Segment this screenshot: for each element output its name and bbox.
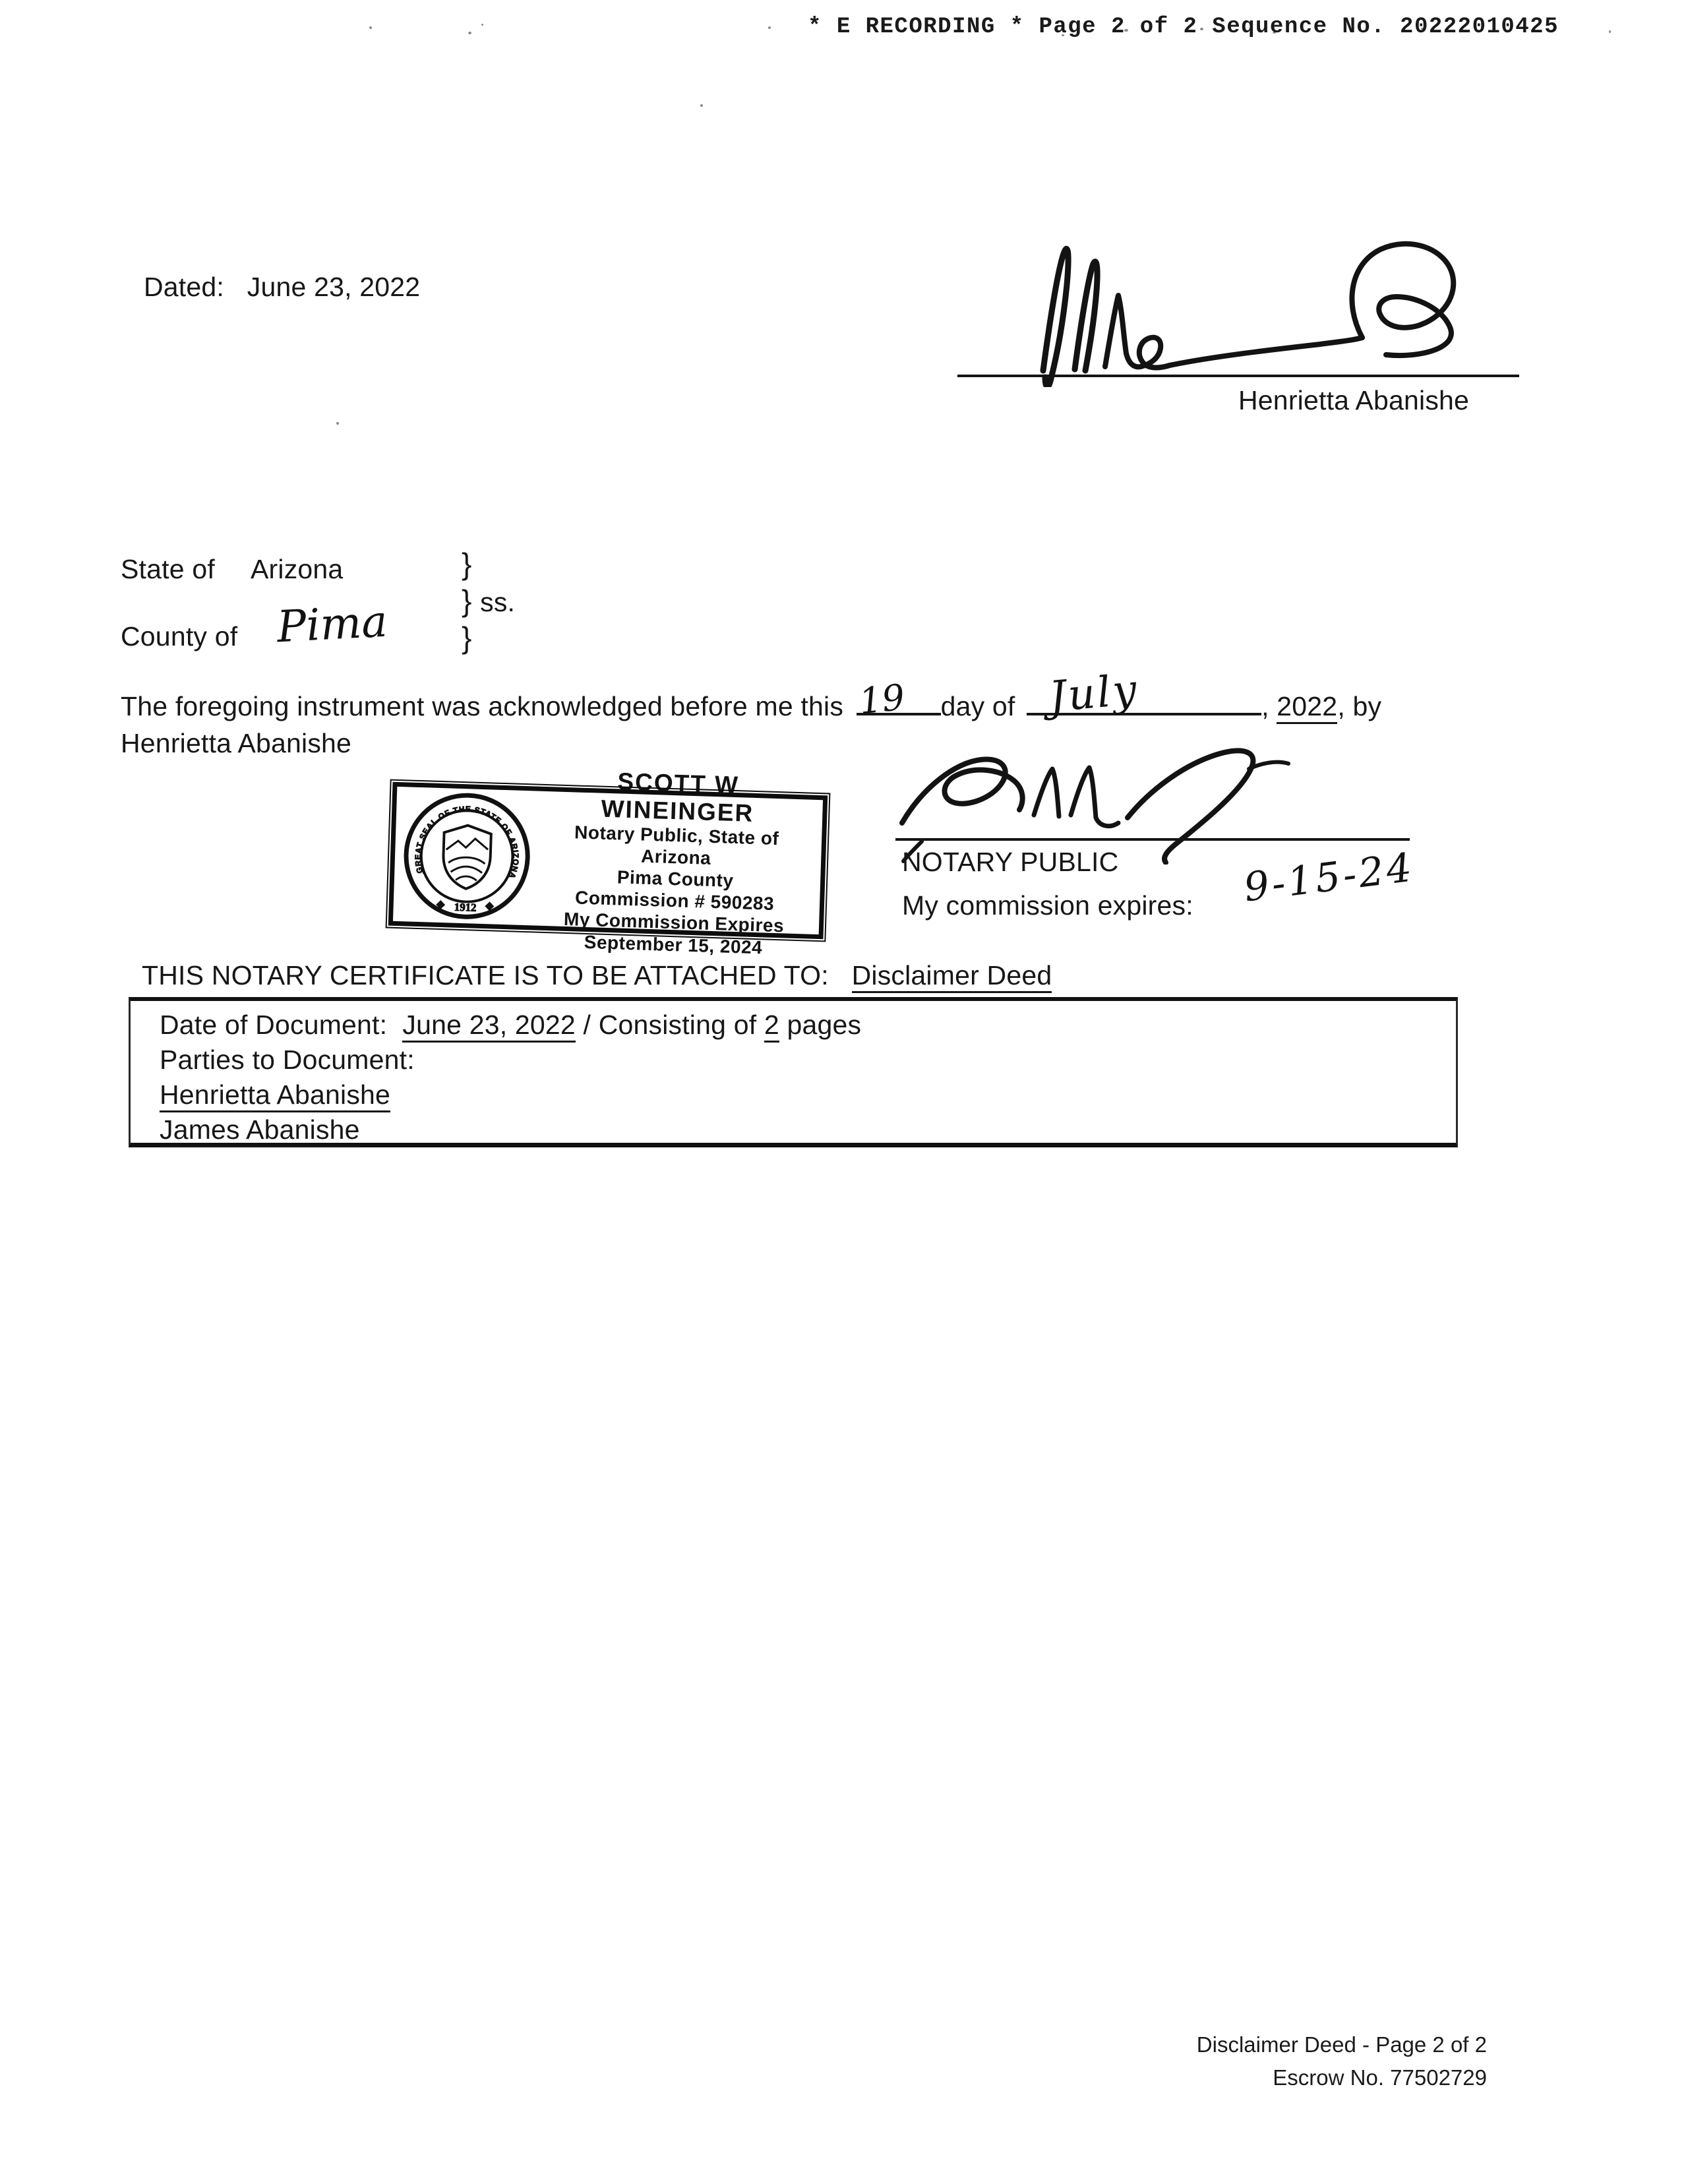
acknowledged-person-name: Henrietta Abanishe	[121, 728, 352, 758]
notary-stamp-name: SCOTT W WINEINGER	[600, 768, 754, 827]
pages-count: 2	[764, 1010, 779, 1043]
seal-ring-text: GREAT SEAL OF THE STATE OF ARIZONA	[413, 804, 521, 880]
e-recording-header: * E RECORDING * Page 2 of 2 Sequence No. 20222010425	[808, 15, 1559, 40]
notary-stamp-commission: Commission # 590283	[574, 887, 775, 915]
document-date-label: Date of Document:	[160, 1010, 388, 1040]
scan-noise-speck	[481, 24, 483, 26]
consisting-prefix: / Consisting of	[583, 1010, 757, 1040]
notary-stamp-expires-label: My Commission Expires	[563, 909, 785, 936]
venue-brace-bottom: }	[462, 621, 472, 655]
attached-to-value: Disclaimer Deed	[852, 960, 1052, 993]
party-row	[160, 1077, 1456, 1112]
certificate-heading: THIS NOTARY CERTIFICATE IS TO BE ATTACHED TO:	[142, 960, 829, 990]
year-comma: ,	[1261, 691, 1269, 721]
scan-noise-speck	[369, 26, 372, 29]
notary-stamp-text	[535, 766, 818, 959]
acknowledgment-line	[121, 665, 1382, 723]
scan-noise-speck	[468, 32, 471, 34]
svg-text:GREAT SEAL OF THE STATE OF ARI	[413, 803, 522, 880]
commission-expires-label: My commission expires:	[902, 890, 1193, 921]
state-label: State of	[121, 554, 215, 584]
pages-suffix: pages	[787, 1010, 862, 1040]
arizona-state-seal	[400, 788, 534, 924]
document-date-value: June 23, 2022	[402, 1010, 576, 1043]
page-footer	[1197, 2028, 1487, 2094]
notary-stamp-title: Notary Public, State of Arizona	[574, 822, 779, 869]
day-blank-line	[857, 676, 941, 723]
ss-label: ss.	[480, 587, 516, 617]
document-date-row	[160, 1008, 1456, 1043]
notary-stamp	[388, 768, 828, 957]
day-of-label: day of	[940, 691, 1015, 721]
venue-brace-middle: } ss.	[462, 584, 516, 618]
party-name: Henrietta Abanishe	[160, 1079, 390, 1112]
county-label: County of	[121, 621, 238, 652]
grantor-signature-line	[957, 375, 1519, 377]
month-blank-line	[1027, 665, 1261, 722]
month-handwritten: July	[1047, 665, 1141, 722]
dated-line	[144, 272, 420, 303]
state-value: Arizona	[251, 554, 344, 584]
scan-noise-speck	[336, 422, 339, 425]
commission-expires-handwritten: 9-15-24	[1241, 844, 1417, 911]
footer-document-title: Disclaimer Deed - Page 2 of 2	[1196, 2032, 1487, 2057]
signature-henrietta	[964, 232, 1511, 387]
party-name: James Abanishe	[160, 1114, 360, 1147]
notary-stamp-county: Pima County	[617, 866, 734, 892]
scan-noise-speck	[700, 104, 703, 107]
notary-signature-line	[895, 838, 1410, 841]
by-suffix: , by	[1337, 691, 1382, 721]
parties-label: Parties to Document:	[160, 1045, 415, 1075]
footer-escrow-number: Escrow No. 77502729	[1273, 2065, 1487, 2090]
dated-label: Dated:	[144, 272, 224, 302]
certificate-heading-line	[142, 960, 1052, 991]
scan-noise-speck	[1609, 30, 1611, 33]
party-row	[160, 1112, 1456, 1147]
venue-brace-top: }	[462, 547, 472, 581]
notary-public-label: NOTARY PUBLIC	[902, 847, 1119, 877]
year-value: 2022	[1277, 691, 1337, 724]
certificate-box	[129, 997, 1458, 1147]
parties-label-row	[160, 1043, 1456, 1077]
acknowledgment-text: The foregoing instrument was acknowledged before me this	[121, 691, 844, 721]
day-handwritten: 19	[857, 676, 907, 723]
dated-value: June 23, 2022	[247, 272, 421, 302]
notary-stamp-expires-date: September 15, 2024	[584, 931, 763, 957]
county-handwritten-value: Pima	[276, 595, 389, 653]
grantor-printed-name: Henrietta Abanishe	[1238, 385, 1470, 415]
scan-noise-speck	[768, 26, 771, 29]
seal-year: 1912	[454, 900, 477, 914]
